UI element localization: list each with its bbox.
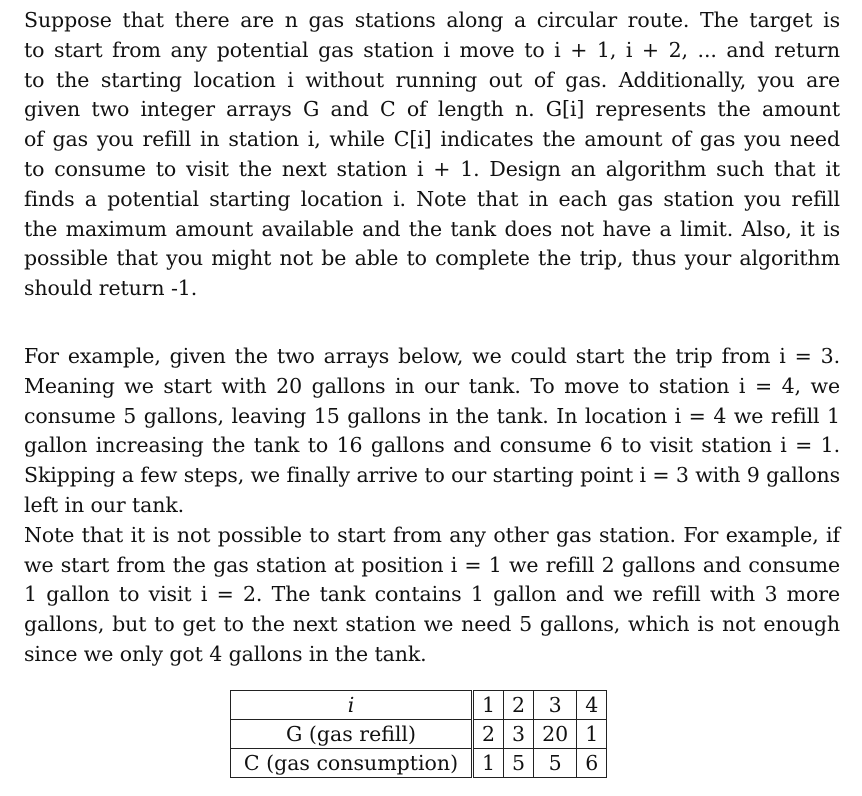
text-line: 1 gallon to visit i = 2. The tank contains 1 gallon and we refill with 3 more (24, 582, 840, 607)
table-row (231, 749, 607, 778)
row-label-consumption: C (gas consumption) (231, 749, 473, 778)
text-line: should return -1. (24, 276, 198, 301)
table-cell: 3 (534, 691, 577, 720)
text-line: to consume to visit the next station i + 1. Design an algorithm such that it (24, 156, 840, 181)
row-label-index: i (231, 691, 473, 720)
text-line: left in our tank. (24, 492, 185, 517)
text-line: gallon increasing the tank to 16 gallons and consume 6 to visit station i = 1. (24, 433, 840, 458)
table-cell: 6 (577, 749, 607, 778)
table-cell: 4 (577, 691, 607, 720)
table-cell: 2 (504, 691, 534, 720)
paragraph-gap (24, 304, 840, 342)
problem-document (24, 6, 840, 670)
table-cell: 3 (504, 720, 534, 749)
table-cell: 2 (473, 720, 504, 749)
problem-statement-paragraph (24, 6, 840, 304)
text-line: to start from any potential gas station i move to i + 1, i + 2, ... and return (24, 37, 840, 62)
table-cell: 1 (577, 720, 607, 749)
text-line: since we only got 4 gallons in the tank. (24, 641, 427, 666)
text-line: Note that it is not possible to start from any other gas station. For example, if (24, 522, 840, 547)
text-line: possible that you might not be able to complete the trip, thus your algorithm (24, 246, 840, 271)
example-paragraph (24, 342, 840, 521)
table-row (231, 691, 607, 720)
text-line: the maximum amount available and the tank does not have a limit. Also, it is (24, 216, 840, 241)
text-line: of gas you refill in station i, while C[i] indicates the amount of gas you need (24, 127, 840, 152)
row-label-refill: G (gas refill) (231, 720, 473, 749)
table-cell: 5 (534, 749, 577, 778)
text-line: For example, given the two arrays below, we could start the trip from i = 3. (24, 343, 840, 368)
note-paragraph (24, 521, 840, 670)
table-cell: 1 (473, 749, 504, 778)
text-line: gallons, but to get to the next station we need 5 gallons, which is not enough (24, 612, 840, 637)
table-row (231, 720, 607, 749)
text-line: we start from the gas station at position i = 1 we refill 2 gallons and consume (24, 552, 840, 577)
text-line: Meaning we start with 20 gallons in our tank. To move to station i = 4, we (24, 373, 840, 398)
text-line: Suppose that there are n gas stations along a circular route. The target is (24, 8, 840, 32)
text-line: consume 5 gallons, leaving 15 gallons in the tank. In location i = 4 we refill 1 (24, 403, 840, 428)
table-cell: 1 (473, 691, 504, 720)
table-cell: 20 (534, 720, 577, 749)
text-line: finds a potential starting location i. Note that in each gas station you refill (24, 186, 840, 211)
text-line: to the starting location i without running out of gas. Additionally, you are (24, 67, 840, 92)
table-cell: 5 (504, 749, 534, 778)
text-line: given two integer arrays G and C of length n. G[i] represents the amount (24, 97, 840, 122)
text-line: Skipping a few steps, we finally arrive to our starting point i = 3 with 9 gallons (24, 463, 840, 488)
gas-station-table (230, 690, 607, 778)
